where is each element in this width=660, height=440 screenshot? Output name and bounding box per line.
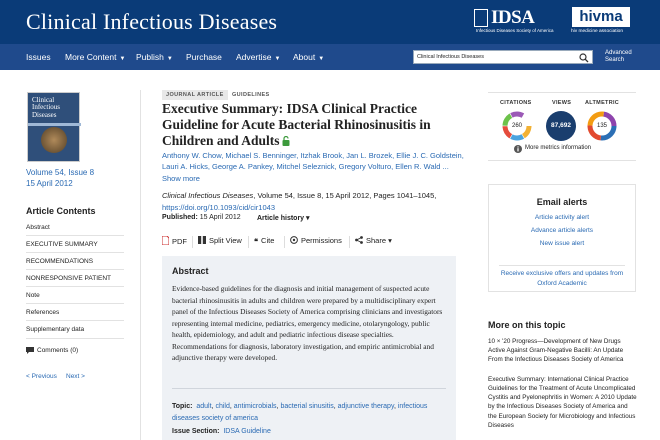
issue-section: Issue Section: IDSA Guideline (172, 428, 271, 435)
email-alerts-panel (488, 184, 636, 292)
nav-issues[interactable]: Issues (26, 52, 51, 62)
topic-link[interactable]: adjunctive therapy (337, 403, 394, 410)
topic-link[interactable]: infectious diseases society of america (172, 403, 428, 422)
show-more-authors[interactable]: Show more (162, 174, 200, 183)
toc-executive-summary[interactable]: EXECUTIVE SUMMARY (26, 241, 98, 248)
search-scope-select[interactable]: Clinical Infectious Diseases (417, 54, 484, 60)
new-issue-alert-link[interactable]: New issue alert (539, 240, 585, 247)
advanced-search-link[interactable]: Advanced Search (605, 50, 632, 64)
views-badge[interactable]: 87,692 (546, 111, 576, 141)
abstract-section (162, 256, 456, 440)
share-button[interactable]: Share ▾ (355, 236, 392, 245)
quote-icon: ❝ (254, 237, 259, 246)
nav-more-content[interactable]: More Content ▼ (65, 52, 126, 62)
exclusive-offers-link[interactable]: Receive exclusive offers and updates from Oxford Academic (500, 270, 624, 287)
pdf-icon (162, 236, 169, 245)
comment-icon (26, 347, 34, 354)
split-view-button[interactable]: Split View (198, 236, 242, 245)
doi-link[interactable]: https://doi.org/10.1093/cid/cir1043 (162, 202, 275, 212)
article-category: GUIDELINES (232, 92, 270, 98)
published-date: Published: 15 April 2012 (162, 214, 241, 221)
author-list[interactable]: Anthony W. Chow, Michael S. Benninger, Itzhak Brook, Jan L. Brozek, Ellie J. C. Goldstein, Lauri A. Hicks, George A. Pankey, Mitchel Seleznick, Gregory Volturo, Ellen R. Wald ... (162, 151, 464, 172)
article-history-toggle[interactable]: Article history ▾ (257, 215, 310, 222)
idsa-logo[interactable]: IDSA Infectious Diseases Society of America (476, 7, 554, 33)
permissions-button[interactable]: Permissions (290, 236, 342, 245)
next-link[interactable]: Next > (66, 373, 85, 380)
permissions-icon (290, 236, 298, 244)
search-icon[interactable] (579, 53, 589, 63)
topic-link[interactable]: antimicrobials (233, 403, 277, 410)
topic-list: Topic: adult, child, antimicrobials, bacterial sinusitis, adjunctive therapy, infectious diseases society of america (172, 403, 428, 422)
volume-issue-link[interactable]: Volume 54, Issue 8 (26, 168, 95, 177)
search-input[interactable] (496, 51, 576, 63)
more-on-topic-heading: More on this topic (488, 320, 566, 330)
toc-abstract[interactable]: Abstract (26, 224, 50, 231)
nav-about[interactable]: About ▼ (293, 52, 325, 62)
nav-advertise[interactable]: Advertise ▼ (236, 52, 281, 62)
search-bar (413, 50, 593, 64)
nav-purchase[interactable]: Purchase (186, 52, 222, 62)
journal-cover[interactable]: Clinical Infectious Diseases (27, 92, 80, 162)
pdf-button[interactable]: PDF (162, 236, 187, 246)
topic-link[interactable]: adult (196, 403, 212, 410)
cover-image (41, 127, 67, 153)
previous-link[interactable]: < Previous (26, 373, 57, 380)
split-view-icon (198, 236, 206, 244)
related-article-link[interactable]: Executive Summary: International Clinical Practice Guidelines for the Treatment of Acute Uncomplicated Cystitis and Pyelonephritis in Women: A 2010 Update by the Infectious Diseases Society of America and the European Society for Microbiology and Infectious Diseases (488, 376, 637, 429)
issue-section-link[interactable]: IDSA Guideline (223, 428, 271, 435)
idsa-emblem-icon (474, 9, 488, 27)
more-metrics-link[interactable]: More metrics information (525, 145, 592, 151)
site-title[interactable]: Clinical Infectious Diseases (26, 9, 278, 34)
chevron-down-icon: ▼ (119, 56, 126, 62)
comments-link[interactable]: Comments (0) (37, 347, 79, 354)
nav-publish[interactable]: Publish ▼ (136, 52, 173, 62)
toc-recommendations[interactable]: RECOMMENDATIONS (26, 258, 94, 265)
related-article-link[interactable]: 10 × '20 Progress—Development of New Drugs Active Against Gram-Negative Bacilli: An Update From the Infectious Diseases Society of America (488, 338, 624, 364)
info-icon (514, 145, 522, 153)
email-alerts-heading: Email alerts (536, 197, 588, 207)
topic-link[interactable]: bacterial sinusitis (280, 403, 334, 410)
article-title: Executive Summary: IDSA Clinical Practice Guideline for Acute Bacterial Rhinosinusitis in Children and Adults (162, 101, 431, 148)
abstract-heading: Abstract (172, 266, 209, 276)
article-activity-alert-link[interactable]: Article activity alert (534, 214, 590, 221)
topic-link[interactable]: child (215, 403, 230, 410)
hivma-logo[interactable]: hivma hiv medicine association (570, 7, 634, 37)
views-label: VIEWS (552, 100, 572, 106)
article-contents-heading: Article Contents (26, 206, 96, 216)
altmetric-label: ALTMETRIC (585, 100, 620, 106)
altmetric-badge[interactable]: 135 (587, 111, 617, 141)
chevron-down-icon: ▼ (166, 56, 173, 62)
chevron-down-icon: ▼ (274, 56, 281, 62)
chevron-down-icon: ▼ (318, 56, 325, 62)
advance-article-alerts-link[interactable]: Advance article alerts (530, 227, 594, 234)
abstract-text: Evidence-based guidelines for the diagnosis and initial management of suspected acute bacterial rhinosinusitis in adults and children were prepared by a multidisciplinary expert panel of the Infectious Diseases Society of America comprising clinicians and investigators representing internal medicine, pediatrics, emergency medicine, otolaryngology, public health, epidemiology, and adult and pediatric infectious disease specialties. Recommendations for diagnosis, laboratory investigation, and empiric antimicrobial and adjunctive therapy were developed. (172, 284, 443, 363)
issue-date-link[interactable]: 15 April 2012 (26, 179, 73, 188)
article-type-badge: JOURNAL ARTICLE (162, 90, 228, 100)
open-access-lock-icon (282, 136, 290, 146)
toc-supplementary-data[interactable]: Supplementary data (26, 326, 85, 333)
toc-nonresponsive-patient[interactable]: NONRESPONSIVE PATIENT (26, 275, 111, 282)
share-icon (355, 236, 363, 244)
toc-references[interactable]: References (26, 309, 60, 316)
citation-info: Clinical Infectious Diseases, Volume 54, Issue 8, 15 April 2012, Pages 1041–1045, https://doi.org/10.1093/cid/cir1043 (162, 191, 437, 212)
cite-button[interactable]: ❝ Cite (254, 236, 275, 246)
citations-label: CITATIONS (500, 100, 532, 106)
citations-badge[interactable]: 260 (502, 111, 532, 141)
header-banner (0, 0, 660, 44)
toc-note[interactable]: Note (26, 292, 40, 299)
